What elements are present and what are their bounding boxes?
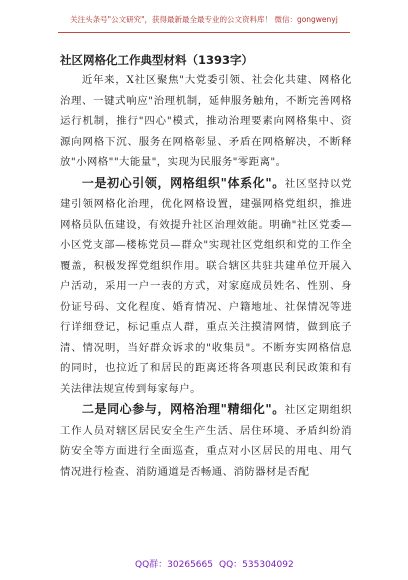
header-rule xyxy=(58,32,350,33)
qq-number-text: QQ：535304092 xyxy=(219,560,294,570)
section-1-paragraph xyxy=(60,173,352,400)
banner-text: 关注头条号"公文研究"，获得最新最全最专业的公文资料库！ 微信：gongwenyj xyxy=(70,15,338,24)
section-2-paragraph xyxy=(60,399,352,482)
section-1-heading: 一是初心引领，网格组织"体系化"。 xyxy=(81,175,285,190)
section-2-heading: 二是同心参与，网格治理"精细化"。 xyxy=(81,402,285,416)
page-footer xyxy=(0,552,408,572)
page-header-banner xyxy=(0,0,408,34)
qq-group-text: QQ群：30265665 xyxy=(135,560,213,570)
document-body xyxy=(60,70,352,482)
intro-paragraph: 近年来，X社区聚焦"大党委引领、社会化共建、网格化治理、一键式响应"治理机制，延伸服务触角，不断完善网格运行机制，推行"四心"模式，推动治理要素向网格集中、资源向网格下沉、服务在网格彰显、矛盾在网格解决，不断释放"小网格""大能量"，实现为民服务"零距离"。 xyxy=(60,74,352,168)
section-2-text: 社区定期组织工作人员对辖区居民安全生产生活、居住环境、矛盾纠纷消防安全等方面进行全面巡查，重点对小区居民的用电、用气情况进行检查、消防通道是否畅通、消防器材是否配 xyxy=(60,404,352,478)
section-1-text: 社区坚持以党建引领网格化治理，优化网格设置，建强网格党组织，推进网格员队伍建设，有效提升社区治理效能。明确"社区党委—小区党支部—楼栋党员—群众"实现社区党组织和党的工作全覆盖，积极发挥党组织作用。联合辖区共驻共建单位开展入户活动，采用一户一表的方式，对家庭成员姓名、性别、身份证号码、文化程度、婚育情况、户籍地址、社保情况等进行详细登记，标记重点人群，重点关注摸清网情，做到底子清、情况明，当好群众诉求的"收集员"。不断夯实网格信息的同时，也拉近了和居民的距离还将各项惠民利民政策和有关法律法规宣传到每家每户。 xyxy=(60,177,352,395)
document-title: 社区网格化工作典型材料（1393字） xyxy=(60,53,254,67)
